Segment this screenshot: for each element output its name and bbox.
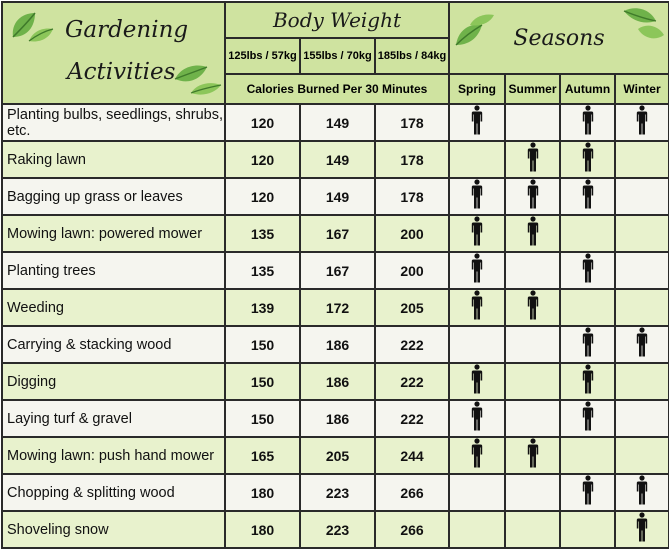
activity-name: Raking lawn — [2, 141, 225, 178]
season-cell-spring — [449, 104, 505, 141]
season-cell-spring — [449, 400, 505, 437]
calorie-value: 149 — [300, 178, 375, 215]
season-cell-autumn — [560, 289, 615, 326]
title-line-1: Gardening — [65, 17, 189, 43]
activity-name: Shoveling snow — [2, 511, 225, 548]
season-cell-autumn — [560, 474, 615, 511]
season-cell-spring — [449, 252, 505, 289]
calorie-value: 266 — [375, 511, 449, 548]
person-icon — [526, 438, 540, 473]
person-icon — [581, 401, 595, 436]
activity-name: Mowing lawn: push hand mower — [2, 437, 225, 474]
person-icon — [470, 216, 484, 251]
table-row — [2, 400, 669, 437]
seasons-header — [449, 2, 669, 74]
activity-name: Planting bulbs, seedlings, shrubs, etc. — [2, 104, 225, 141]
calorie-value: 149 — [300, 104, 375, 141]
person-icon — [470, 290, 484, 325]
season-cell-autumn — [560, 326, 615, 363]
season-cell-summer — [505, 511, 560, 548]
calorie-value: 186 — [300, 326, 375, 363]
person-icon — [581, 105, 595, 140]
season-cell-summer — [505, 326, 560, 363]
season-cell-autumn — [560, 363, 615, 400]
activity-name: Planting trees — [2, 252, 225, 289]
season-cell-summer — [505, 104, 560, 141]
activity-name: Digging — [2, 363, 225, 400]
calorie-value: 186 — [300, 400, 375, 437]
season-cell-spring — [449, 437, 505, 474]
season-cell-winter — [615, 511, 669, 548]
season-cell-winter — [615, 141, 669, 178]
table-row — [2, 437, 669, 474]
person-icon — [470, 253, 484, 288]
season-cell-summer — [505, 474, 560, 511]
season-cell-spring — [449, 215, 505, 252]
calorie-value: 200 — [375, 215, 449, 252]
weight-header-155: 155lbs / 70kg — [300, 38, 375, 74]
table-row — [2, 104, 669, 141]
calorie-value: 150 — [225, 400, 300, 437]
season-cell-autumn — [560, 400, 615, 437]
person-icon — [470, 105, 484, 140]
season-cell-summer — [505, 215, 560, 252]
weight-header-125: 125lbs / 57kg — [225, 38, 300, 74]
season-cell-winter — [615, 104, 669, 141]
calorie-value: 165 — [225, 437, 300, 474]
calorie-value: 178 — [375, 141, 449, 178]
activity-name: Bagging up grass or leaves — [2, 178, 225, 215]
title-line-2: Activities — [67, 59, 176, 85]
season-cell-autumn — [560, 178, 615, 215]
person-icon — [526, 290, 540, 325]
season-cell-winter — [615, 400, 669, 437]
calorie-value: 150 — [225, 363, 300, 400]
person-icon — [526, 142, 540, 177]
table-row — [2, 474, 669, 511]
person-icon — [581, 475, 595, 510]
calorie-value: 167 — [300, 252, 375, 289]
calorie-value: 178 — [375, 104, 449, 141]
season-cell-winter — [615, 215, 669, 252]
table-row — [2, 141, 669, 178]
season-cell-spring — [449, 178, 505, 215]
season-cell-winter — [615, 252, 669, 289]
seasons-title: Seasons — [513, 26, 605, 51]
activity-name: Weeding — [2, 289, 225, 326]
season-cell-spring — [449, 141, 505, 178]
person-icon — [635, 512, 649, 547]
person-icon — [581, 364, 595, 399]
calorie-value: 167 — [300, 215, 375, 252]
table-row — [2, 252, 669, 289]
season-cell-spring — [449, 511, 505, 548]
calorie-table — [1, 1, 669, 549]
calorie-value: 172 — [300, 289, 375, 326]
calorie-value: 223 — [300, 511, 375, 548]
season-cell-summer — [505, 141, 560, 178]
table-row — [2, 511, 669, 548]
season-cell-winter — [615, 289, 669, 326]
calorie-value: 178 — [375, 178, 449, 215]
calorie-value: 135 — [225, 215, 300, 252]
season-cell-spring — [449, 474, 505, 511]
person-icon — [581, 142, 595, 177]
season-cell-summer — [505, 400, 560, 437]
calorie-value: 223 — [300, 474, 375, 511]
table-row — [2, 178, 669, 215]
season-cell-summer — [505, 252, 560, 289]
season-cell-autumn — [560, 104, 615, 141]
person-icon — [470, 401, 484, 436]
person-icon — [470, 179, 484, 214]
person-icon — [635, 475, 649, 510]
calorie-value: 135 — [225, 252, 300, 289]
calorie-value: 180 — [225, 474, 300, 511]
season-cell-winter — [615, 178, 669, 215]
table-row — [2, 326, 669, 363]
person-icon — [526, 216, 540, 251]
person-icon — [470, 364, 484, 399]
season-summer: Summer — [505, 74, 560, 104]
calorie-value: 150 — [225, 326, 300, 363]
season-cell-spring — [449, 363, 505, 400]
season-cell-winter — [615, 437, 669, 474]
activity-name: Mowing lawn: powered mower — [2, 215, 225, 252]
weight-header-185: 185lbs / 84kg — [375, 38, 449, 74]
season-spring: Spring — [449, 74, 505, 104]
calorie-value: 139 — [225, 289, 300, 326]
season-cell-summer — [505, 437, 560, 474]
season-cell-autumn — [560, 215, 615, 252]
leaf-icon — [171, 59, 223, 102]
calorie-value: 222 — [375, 400, 449, 437]
calorie-value: 222 — [375, 326, 449, 363]
calorie-value: 222 — [375, 363, 449, 400]
person-icon — [635, 327, 649, 362]
calorie-value: 149 — [300, 141, 375, 178]
calorie-value: 205 — [300, 437, 375, 474]
calorie-value: 186 — [300, 363, 375, 400]
season-cell-autumn — [560, 437, 615, 474]
season-cell-winter — [615, 474, 669, 511]
season-cell-winter — [615, 326, 669, 363]
calorie-value: 200 — [375, 252, 449, 289]
activity-name: Laying turf & gravel — [2, 400, 225, 437]
person-icon — [581, 253, 595, 288]
person-icon — [526, 179, 540, 214]
calorie-value: 120 — [225, 178, 300, 215]
table-row — [2, 363, 669, 400]
season-cell-summer — [505, 289, 560, 326]
calorie-value: 120 — [225, 104, 300, 141]
season-cell-spring — [449, 289, 505, 326]
leaf-icon — [616, 3, 666, 51]
person-icon — [581, 327, 595, 362]
calorie-value: 180 — [225, 511, 300, 548]
activity-name: Chopping & splitting wood — [2, 474, 225, 511]
season-cell-spring — [449, 326, 505, 363]
calorie-value: 120 — [225, 141, 300, 178]
season-winter: Winter — [615, 74, 669, 104]
body-weight-header — [225, 2, 449, 38]
calorie-value: 205 — [375, 289, 449, 326]
season-cell-summer — [505, 363, 560, 400]
season-autumn: Autumn — [560, 74, 615, 104]
table-row — [2, 215, 669, 252]
season-cell-summer — [505, 178, 560, 215]
leaf-icon — [7, 7, 55, 52]
season-cell-winter — [615, 363, 669, 400]
body-weight-title: Body Weight — [272, 7, 402, 32]
person-icon — [581, 179, 595, 214]
person-icon — [470, 438, 484, 473]
calories-label: Calories Burned Per 30 Minutes — [225, 74, 449, 104]
leaf-icon — [452, 11, 498, 57]
title-cell — [2, 2, 225, 104]
table-row — [2, 289, 669, 326]
season-cell-autumn — [560, 141, 615, 178]
season-cell-autumn — [560, 511, 615, 548]
person-icon — [635, 105, 649, 140]
calorie-value: 266 — [375, 474, 449, 511]
calorie-value: 244 — [375, 437, 449, 474]
activity-name: Carrying & stacking wood — [2, 326, 225, 363]
season-cell-autumn — [560, 252, 615, 289]
